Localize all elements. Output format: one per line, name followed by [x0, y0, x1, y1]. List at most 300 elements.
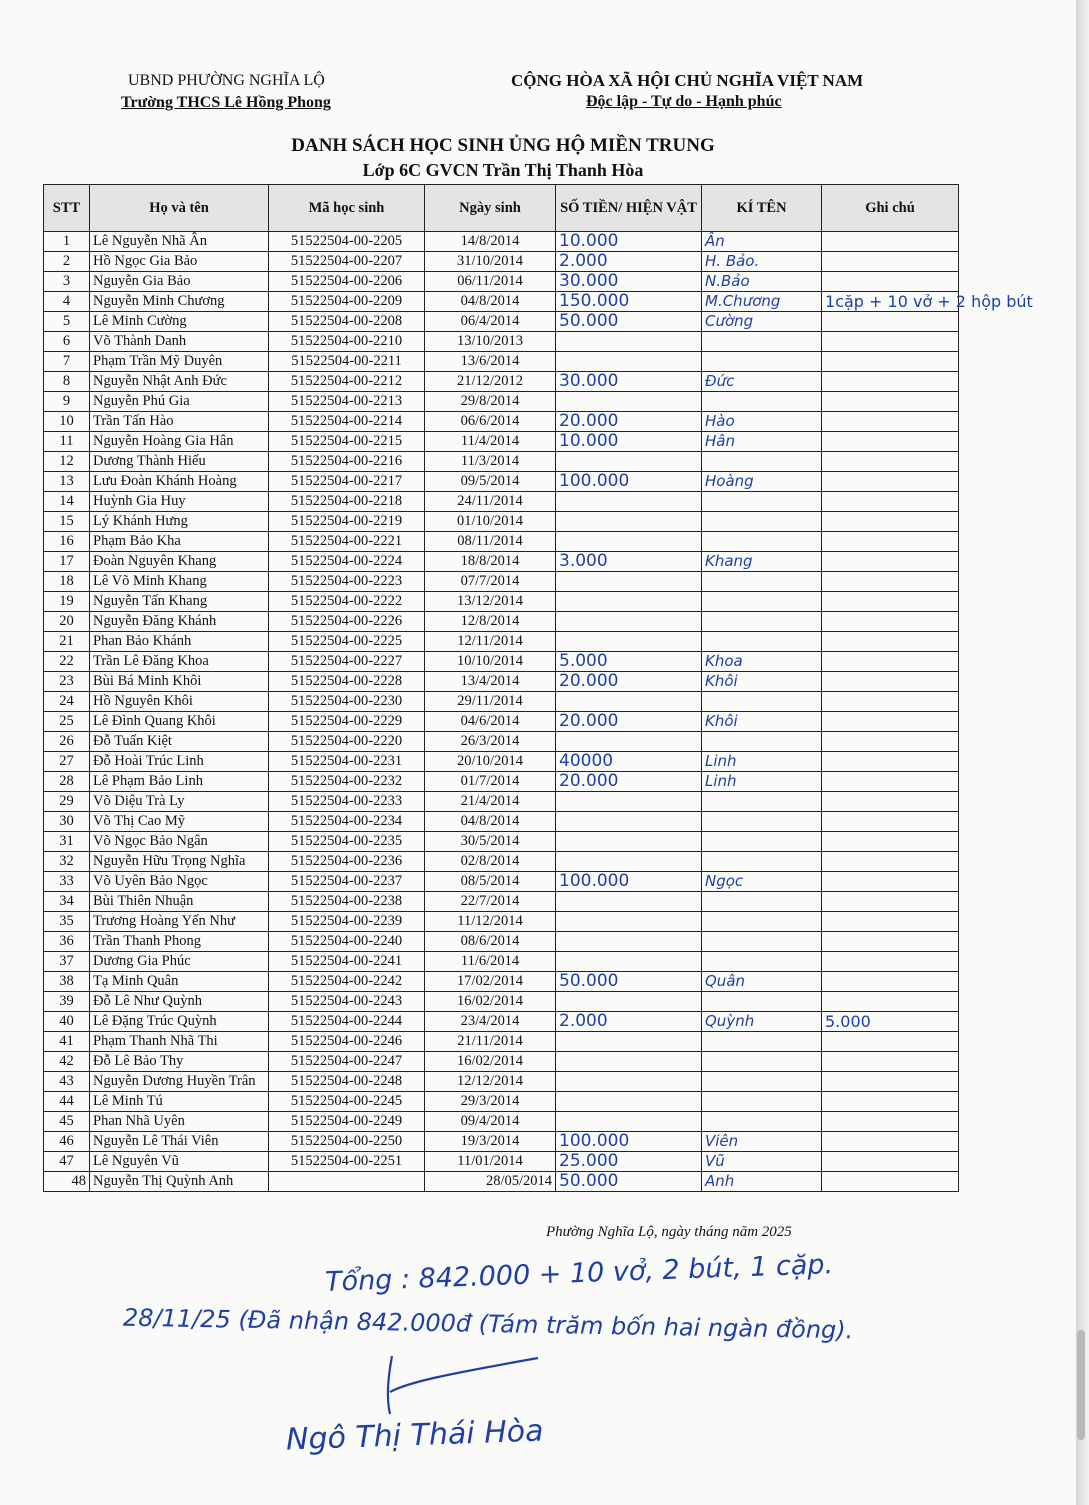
cell-stt: 34 [44, 892, 90, 912]
cell-amount [556, 912, 702, 932]
cell-signature: Khang [702, 552, 822, 572]
header-school: Trường THCS Lê Hồng Phong [121, 94, 331, 111]
cell-amount: 2.000 [556, 252, 702, 272]
table-row [44, 752, 959, 772]
cell-note [822, 832, 959, 852]
cell-stt: 10 [44, 412, 90, 432]
table-row [44, 892, 959, 912]
cell-amount: 50.000 [556, 312, 702, 332]
cell-amount [556, 632, 702, 652]
cell-stt: 44 [44, 1092, 90, 1112]
cell-amount: 20.000 [556, 772, 702, 792]
cell-code: 51522504-00-2239 [269, 912, 425, 932]
cell-signature: H. Bảo. [702, 252, 822, 272]
cell-signature [702, 612, 822, 632]
cell-stt: 36 [44, 932, 90, 952]
table-row [44, 732, 959, 752]
handwritten-name: Ngô Thị Thái Hòa [285, 1413, 545, 1458]
cell-dob: 11/3/2014 [425, 452, 556, 472]
cell-signature [702, 932, 822, 952]
cell-name: Lê Minh Cường [90, 312, 269, 332]
table-row [44, 1032, 959, 1052]
cell-signature: Quân [702, 972, 822, 992]
cell-stt: 4 [44, 292, 90, 312]
cell-signature [702, 732, 822, 752]
cell-note [822, 592, 959, 612]
cell-code: 51522504-00-2232 [269, 772, 425, 792]
cell-signature [702, 452, 822, 472]
cell-stt: 25 [44, 712, 90, 732]
cell-name: Phan Bảo Khánh [90, 632, 269, 652]
cell-name: Đoàn Nguyên Khang [90, 552, 269, 572]
cell-signature [702, 352, 822, 372]
cell-signature [702, 1052, 822, 1072]
cell-code: 51522504-00-2210 [269, 332, 425, 352]
cell-dob: 26/3/2014 [425, 732, 556, 752]
place-date: Phường Nghĩa Lộ, ngày tháng năm 2025 [546, 1224, 792, 1240]
table-row [44, 472, 959, 492]
cell-code: 51522504-00-2212 [269, 372, 425, 392]
table-row [44, 232, 959, 252]
cell-dob: 17/02/2014 [425, 972, 556, 992]
cell-amount [556, 1112, 702, 1132]
header-nation: CỘNG HÒA XÃ HỘI CHỦ NGHĨA VIỆT NAM [511, 71, 864, 90]
cell-note [822, 612, 959, 632]
cell-code: 51522504-00-2246 [269, 1032, 425, 1052]
table-row [44, 712, 959, 732]
cell-stt: 18 [44, 572, 90, 592]
cell-amount [556, 732, 702, 752]
cell-name: Bùi Bá Minh Khôi [90, 672, 269, 692]
cell-note [822, 1112, 959, 1132]
cell-name: Huỳnh Gia Huy [90, 492, 269, 512]
cell-stt: 19 [44, 592, 90, 612]
cell-dob: 01/7/2014 [425, 772, 556, 792]
table-row [44, 872, 959, 892]
cell-name: Trần Lê Đăng Khoa [90, 652, 269, 672]
cell-stt: 26 [44, 732, 90, 752]
cell-stt: 9 [44, 392, 90, 412]
cell-dob: 31/10/2014 [425, 252, 556, 272]
cell-name: Đỗ Lê Như Quỳnh [90, 992, 269, 1012]
cell-code: 51522504-00-2249 [269, 1112, 425, 1132]
cell-note [822, 252, 959, 272]
cell-name: Dương Thành Hiếu [90, 452, 269, 472]
cell-code: 51522504-00-2231 [269, 752, 425, 772]
cell-amount: 10.000 [556, 432, 702, 452]
cell-dob: 04/6/2014 [425, 712, 556, 732]
cell-dob: 04/8/2014 [425, 292, 556, 312]
table-row [44, 932, 959, 952]
cell-name: Lê Đình Quang Khôi [90, 712, 269, 732]
cell-note [822, 812, 959, 832]
table-row [44, 1152, 959, 1172]
cell-note [822, 532, 959, 552]
cell-dob: 23/4/2014 [425, 1012, 556, 1032]
cell-note [822, 632, 959, 652]
cell-amount [556, 492, 702, 512]
cell-signature [702, 992, 822, 1012]
cell-amount: 100.000 [556, 872, 702, 892]
cell-note [822, 492, 959, 512]
cell-name: Lý Khánh Hưng [90, 512, 269, 532]
cell-name: Nguyễn Lê Thái Viên [90, 1132, 269, 1152]
cell-code: 51522504-00-2206 [269, 272, 425, 292]
table-row [44, 1112, 959, 1132]
cell-code: 51522504-00-2248 [269, 1072, 425, 1092]
cell-note [822, 1132, 959, 1152]
cell-code: 51522504-00-2237 [269, 872, 425, 892]
cell-stt: 32 [44, 852, 90, 872]
col-header-dob: Ngày sinh [425, 185, 556, 232]
col-header-name: Họ và tên [90, 185, 269, 232]
cell-name: Đỗ Tuấn Kiệt [90, 732, 269, 752]
cell-dob: 08/5/2014 [425, 872, 556, 892]
cell-dob: 06/11/2014 [425, 272, 556, 292]
cell-code: 51522504-00-2207 [269, 252, 425, 272]
cell-stt: 27 [44, 752, 90, 772]
cell-stt: 37 [44, 952, 90, 972]
cell-name: Hồ Ngọc Gia Bảo [90, 252, 269, 272]
cell-code: 51522504-00-2226 [269, 612, 425, 632]
table-row [44, 792, 959, 812]
cell-stt: 31 [44, 832, 90, 852]
cell-stt: 39 [44, 992, 90, 1012]
cell-name: Lê Võ Minh Khang [90, 572, 269, 592]
table-row [44, 1092, 959, 1112]
cell-name: Tạ Minh Quân [90, 972, 269, 992]
table-row [44, 972, 959, 992]
table-row [44, 952, 959, 972]
cell-dob: 24/11/2014 [425, 492, 556, 512]
table-row [44, 532, 959, 552]
cell-amount [556, 1032, 702, 1052]
cell-amount: 20.000 [556, 672, 702, 692]
cell-code: 51522504-00-2234 [269, 812, 425, 832]
cell-name: Nguyễn Nhật Anh Đức [90, 372, 269, 392]
cell-note [822, 272, 959, 292]
cell-signature: Ân [702, 232, 822, 252]
cell-dob: 30/5/2014 [425, 832, 556, 852]
cell-stt: 28 [44, 772, 90, 792]
cell-dob: 16/02/2014 [425, 1052, 556, 1072]
cell-code: 51522504-00-2208 [269, 312, 425, 332]
table-header-row [44, 185, 959, 232]
cell-amount [556, 892, 702, 912]
cell-amount: 30.000 [556, 272, 702, 292]
cell-note [822, 312, 959, 332]
cell-dob: 02/8/2014 [425, 852, 556, 872]
cell-note [822, 732, 959, 752]
cell-code: 51522504-00-2227 [269, 652, 425, 672]
cell-name: Hồ Nguyên Khôi [90, 692, 269, 712]
cell-dob: 12/11/2014 [425, 632, 556, 652]
cell-signature [702, 792, 822, 812]
cell-amount: 20.000 [556, 412, 702, 432]
cell-note [822, 992, 959, 1012]
cell-note [822, 772, 959, 792]
cell-amount: 100.000 [556, 1132, 702, 1152]
cell-note [822, 392, 959, 412]
cell-amount [556, 812, 702, 832]
cell-code: 51522504-00-2214 [269, 412, 425, 432]
cell-name: Võ Ngọc Bảo Ngân [90, 832, 269, 852]
cell-signature [702, 532, 822, 552]
cell-dob: 21/4/2014 [425, 792, 556, 812]
cell-stt: 8 [44, 372, 90, 392]
cell-dob: 21/11/2014 [425, 1032, 556, 1052]
page-title: DANH SÁCH HỌC SINH ỦNG HỘ MIỀN TRUNG [291, 135, 715, 156]
cell-dob: 01/10/2014 [425, 512, 556, 532]
scrollbar-thumb[interactable] [1077, 1330, 1085, 1440]
cell-dob: 29/8/2014 [425, 392, 556, 412]
cell-name: Võ Diệu Trà Ly [90, 792, 269, 812]
cell-amount [556, 692, 702, 712]
cell-signature: Ngọc [702, 872, 822, 892]
table-row [44, 492, 959, 512]
cell-stt: 13 [44, 472, 90, 492]
cell-note [822, 892, 959, 912]
cell-code: 51522504-00-2244 [269, 1012, 425, 1032]
cell-note [822, 752, 959, 772]
cell-dob: 28/05/2014 [425, 1172, 556, 1192]
cell-signature: Cường [702, 312, 822, 332]
cell-signature [702, 1032, 822, 1052]
cell-dob: 08/6/2014 [425, 932, 556, 952]
cell-name: Đỗ Lê Bảo Thy [90, 1052, 269, 1072]
cell-dob: 12/8/2014 [425, 612, 556, 632]
cell-note [822, 352, 959, 372]
cell-note [822, 712, 959, 732]
cell-name: Nguyễn Hoàng Gia Hân [90, 432, 269, 452]
cell-name: Trần Tấn Hào [90, 412, 269, 432]
cell-code [269, 1172, 425, 1192]
table-row [44, 652, 959, 672]
cell-amount: 5.000 [556, 652, 702, 672]
cell-dob: 19/3/2014 [425, 1132, 556, 1152]
table-row [44, 1072, 959, 1092]
cell-note [822, 912, 959, 932]
cell-dob: 21/12/2012 [425, 372, 556, 392]
table-row [44, 832, 959, 852]
table-row [44, 1052, 959, 1072]
cell-code: 51522504-00-2240 [269, 932, 425, 952]
cell-code: 51522504-00-2238 [269, 892, 425, 912]
cell-dob: 06/4/2014 [425, 312, 556, 332]
cell-stt: 7 [44, 352, 90, 372]
cell-name: Phan Nhã Uyên [90, 1112, 269, 1132]
cell-code: 51522504-00-2205 [269, 232, 425, 252]
table-row [44, 512, 959, 532]
cell-note [822, 1032, 959, 1052]
table-row [44, 412, 959, 432]
header-district: UBND PHƯỜNG NGHĨA LỘ [128, 72, 325, 89]
table-row [44, 272, 959, 292]
cell-signature [702, 1112, 822, 1132]
cell-signature [702, 952, 822, 972]
cell-name: Lê Nguyễn Nhã Ân [90, 232, 269, 252]
table-row [44, 392, 959, 412]
table-row [44, 312, 959, 332]
cell-name: Võ Uyên Bảo Ngọc [90, 872, 269, 892]
cell-stt: 2 [44, 252, 90, 272]
cell-stt: 46 [44, 1132, 90, 1152]
table-row [44, 432, 959, 452]
cell-stt: 6 [44, 332, 90, 352]
table-row [44, 1172, 959, 1192]
cell-code: 51522504-00-2224 [269, 552, 425, 572]
table-row [44, 572, 959, 592]
cell-signature: Quỳnh [702, 1012, 822, 1032]
cell-code: 51522504-00-2230 [269, 692, 425, 712]
cell-code: 51522504-00-2243 [269, 992, 425, 1012]
cell-stt: 14 [44, 492, 90, 512]
cell-code: 51522504-00-2247 [269, 1052, 425, 1072]
cell-amount: 10.000 [556, 232, 702, 252]
table-row [44, 592, 959, 612]
cell-code: 51522504-00-2221 [269, 532, 425, 552]
cell-note [822, 412, 959, 432]
cell-amount: 30.000 [556, 372, 702, 392]
cell-stt: 42 [44, 1052, 90, 1072]
cell-stt: 40 [44, 1012, 90, 1032]
cell-dob: 13/12/2014 [425, 592, 556, 612]
cell-name: Lê Đặng Trúc Quỳnh [90, 1012, 269, 1032]
cell-signature: N.Bảo [702, 272, 822, 292]
table-row [44, 692, 959, 712]
cell-note [822, 652, 959, 672]
cell-signature [702, 572, 822, 592]
cell-note: 5.000 [822, 1012, 959, 1032]
cell-name: Võ Thành Danh [90, 332, 269, 352]
table-row [44, 672, 959, 692]
col-header-code: Mã học sinh [269, 185, 425, 232]
table-row [44, 992, 959, 1012]
cell-signature: Hân [702, 432, 822, 452]
cell-stt: 15 [44, 512, 90, 532]
cell-name: Trần Thanh Phong [90, 932, 269, 952]
cell-name: Lê Phạm Bảo Linh [90, 772, 269, 792]
table-row [44, 912, 959, 932]
table-row [44, 1012, 959, 1032]
cell-note [822, 1072, 959, 1092]
cell-amount [556, 332, 702, 352]
cell-amount [556, 392, 702, 412]
header-motto: Độc lập - Tự do - Hạnh phúc [586, 93, 782, 110]
cell-note [822, 332, 959, 352]
col-header-stt: STT [44, 185, 90, 232]
cell-dob: 04/8/2014 [425, 812, 556, 832]
cell-signature [702, 512, 822, 532]
cell-code: 51522504-00-2209 [269, 292, 425, 312]
cell-amount [556, 572, 702, 592]
cell-note: 1cặp + 10 vở + 2 hộp bút [822, 292, 959, 312]
table-row [44, 252, 959, 272]
cell-note [822, 1172, 959, 1192]
cell-stt: 3 [44, 272, 90, 292]
cell-signature: Hào [702, 412, 822, 432]
cell-note [822, 852, 959, 872]
cell-code: 51522504-00-2222 [269, 592, 425, 612]
table-row [44, 612, 959, 632]
cell-signature: Vũ [702, 1152, 822, 1172]
cell-amount [556, 952, 702, 972]
cell-stt: 33 [44, 872, 90, 892]
col-header-amount: SỐ TIỀN/ HIỆN VẬT [556, 185, 702, 232]
cell-note [822, 572, 959, 592]
cell-amount: 25.000 [556, 1152, 702, 1172]
cell-signature [702, 912, 822, 932]
signature-mark [378, 1352, 548, 1422]
cell-amount [556, 1052, 702, 1072]
table-row [44, 852, 959, 872]
cell-dob: 20/10/2014 [425, 752, 556, 772]
cell-note [822, 792, 959, 812]
cell-name: Trương Hoàng Yến Như [90, 912, 269, 932]
cell-code: 51522504-00-2242 [269, 972, 425, 992]
cell-amount [556, 512, 702, 532]
cell-amount [556, 532, 702, 552]
cell-code: 51522504-00-2235 [269, 832, 425, 852]
cell-signature: Linh [702, 752, 822, 772]
cell-note [822, 672, 959, 692]
cell-note [822, 372, 959, 392]
table-row [44, 632, 959, 652]
cell-stt: 48 [44, 1172, 90, 1192]
cell-dob: 14/8/2014 [425, 232, 556, 252]
cell-dob: 07/7/2014 [425, 572, 556, 592]
cell-note [822, 452, 959, 472]
cell-signature [702, 852, 822, 872]
table-row [44, 332, 959, 352]
cell-signature [702, 1072, 822, 1092]
cell-dob: 13/10/2013 [425, 332, 556, 352]
cell-stt: 43 [44, 1072, 90, 1092]
cell-name: Nguyễn Đăng Khánh [90, 612, 269, 632]
cell-amount: 20.000 [556, 712, 702, 732]
cell-amount [556, 352, 702, 372]
cell-signature: Khôi [702, 672, 822, 692]
table-row [44, 352, 959, 372]
cell-code: 51522504-00-2236 [269, 852, 425, 872]
cell-amount [556, 592, 702, 612]
cell-code: 51522504-00-2218 [269, 492, 425, 512]
cell-amount [556, 852, 702, 872]
cell-stt: 23 [44, 672, 90, 692]
cell-signature [702, 692, 822, 712]
cell-amount [556, 1092, 702, 1112]
cell-name: Nguyễn Thị Quỳnh Anh [90, 1172, 269, 1192]
cell-code: 51522504-00-2215 [269, 432, 425, 452]
cell-note [822, 872, 959, 892]
cell-signature: Linh [702, 772, 822, 792]
cell-stt: 20 [44, 612, 90, 632]
page-edge [1076, 0, 1089, 1505]
table-row [44, 1132, 959, 1152]
table-row [44, 552, 959, 572]
cell-stt: 12 [44, 452, 90, 472]
cell-stt: 24 [44, 692, 90, 712]
cell-note [822, 552, 959, 572]
cell-signature: Hoàng [702, 472, 822, 492]
cell-code: 51522504-00-2225 [269, 632, 425, 652]
cell-amount: 50.000 [556, 972, 702, 992]
cell-stt: 1 [44, 232, 90, 252]
cell-dob: 11/12/2014 [425, 912, 556, 932]
cell-dob: 22/7/2014 [425, 892, 556, 912]
cell-signature: Viên [702, 1132, 822, 1152]
cell-amount [556, 832, 702, 852]
